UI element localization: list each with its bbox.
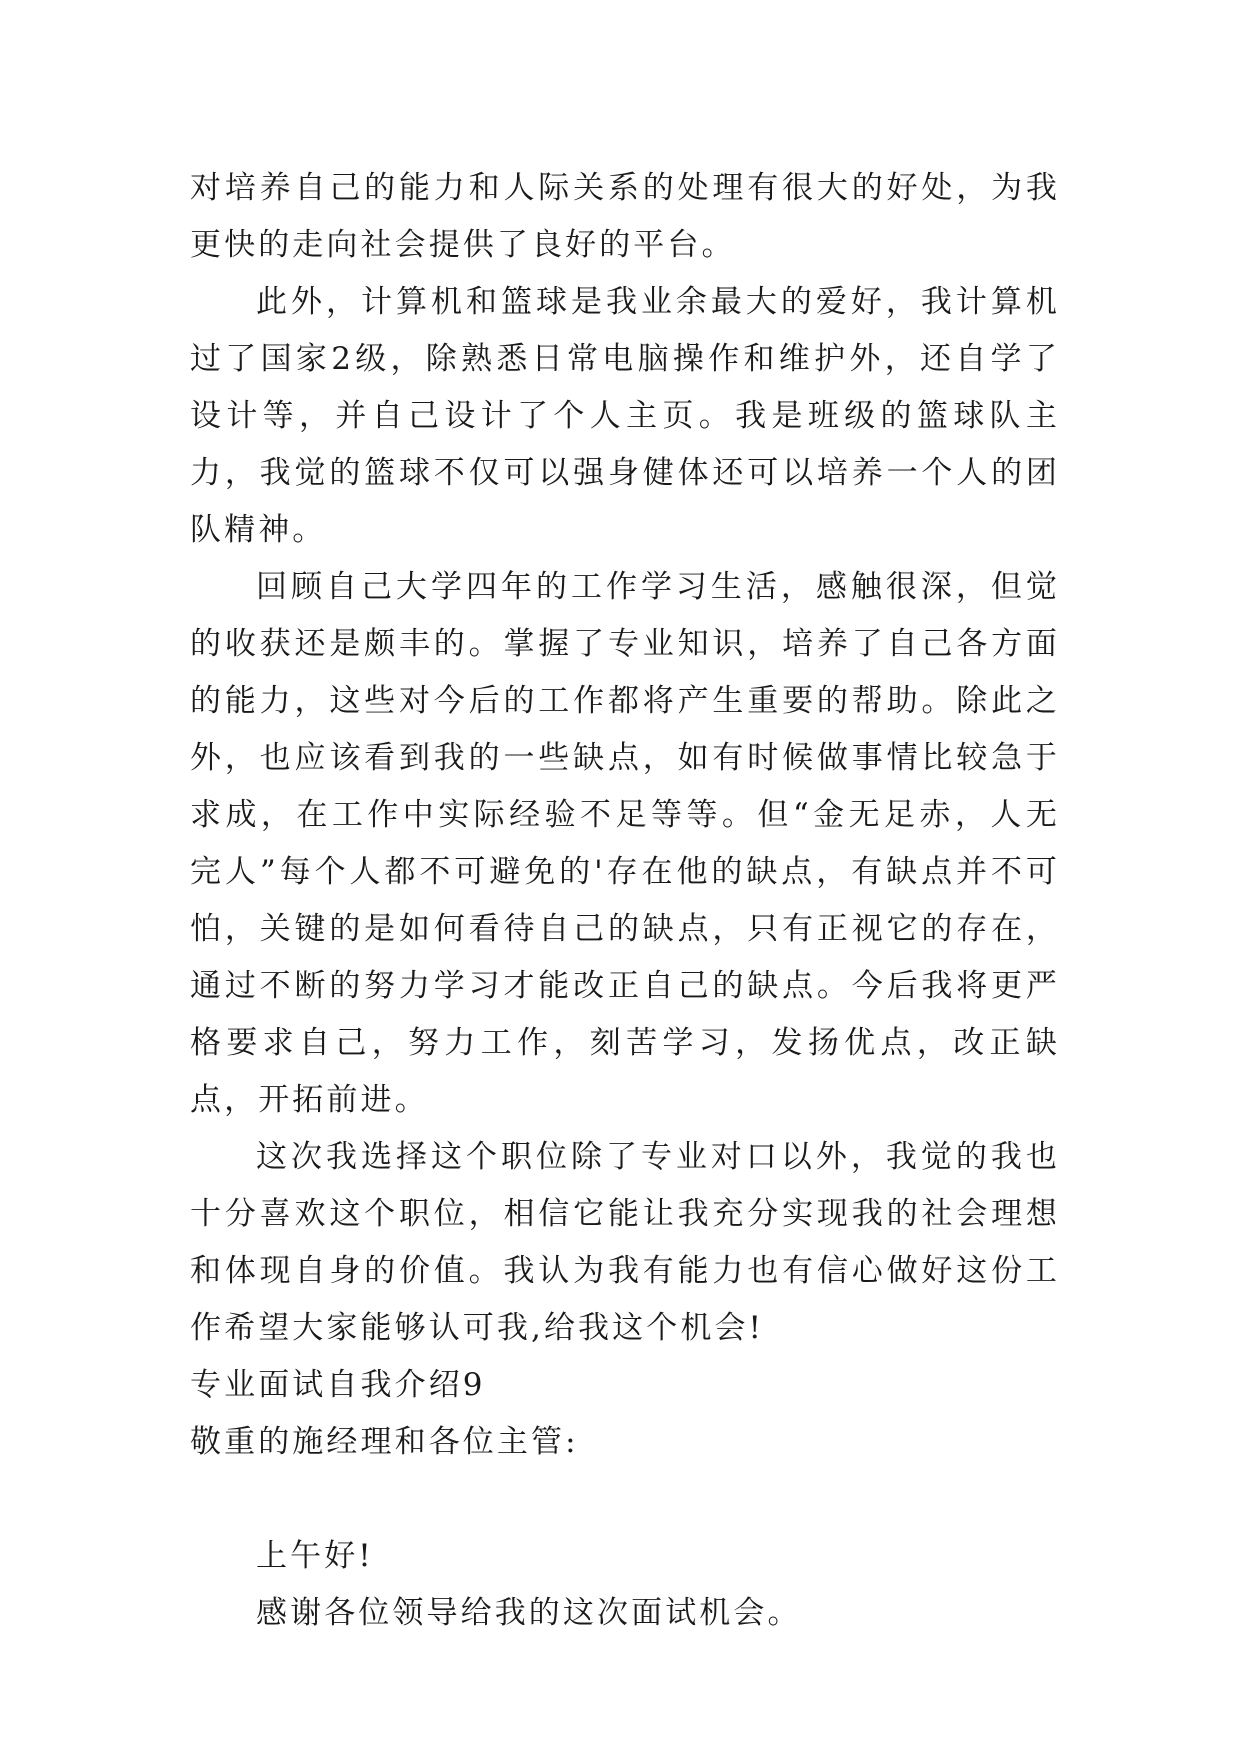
salutation: 敬重的施经理和各位主管: (190, 1424, 579, 1460)
paragraph-hobbies: 此外，计算机和篮球是我业余最大的爱好，我计算机过了国家2级，除熟悉日常电脑操作和维护外，还自学了设计等，并自己设计了个人主页。我是班级的篮球队主力，我觉的篮球不仅可以强身健体还可以培养一个人的团队精神。 (190, 284, 1060, 548)
paragraph-position: 这次我选择这个职位除了专业对口以外，我觉的我也十分喜欢这个职位，相信它能让我充分实现我的社会理想和体现自身的价值。我认为我有能力也有信心做好这份工作希望大家能够认可我,给我这个机会! (190, 1139, 1060, 1346)
greeting: 上午好! (256, 1538, 374, 1574)
paragraph-review: 回顾自己大学四年的工作学习生活，感触很深，但觉的收获还是颇丰的。掌握了专业知识，培养了自己各方面的能力，这些对今后的工作都将产生重要的帮助。除此之外，也应该看到我的一些缺点，如有时候做事情比较急于求成，在工作中实际经验不足等等。但“金无足赤，人无完人”每个人都不可避免的'存在他的缺点，有缺点并不可怕，关键的是如何看待自己的缺点，只有正视它的存在，通过不断的努力学习才能改正自己的缺点。今后我将更严格要求自己，努力工作，刻苦学习，发扬优点，改正缺点，开拓前进。 (190, 569, 1060, 1118)
section-title: 专业面试自我介绍9 (190, 1367, 486, 1403)
document-body (190, 160, 1060, 1642)
paragraph-continuation: 对培养自己的能力和人际关系的处理有很大的好处，为我更快的走向社会提供了良好的平台。 (190, 170, 1060, 263)
blank-line (190, 1471, 1060, 1528)
thanks-line: 感谢各位领导给我的这次面试机会。 (256, 1595, 802, 1631)
